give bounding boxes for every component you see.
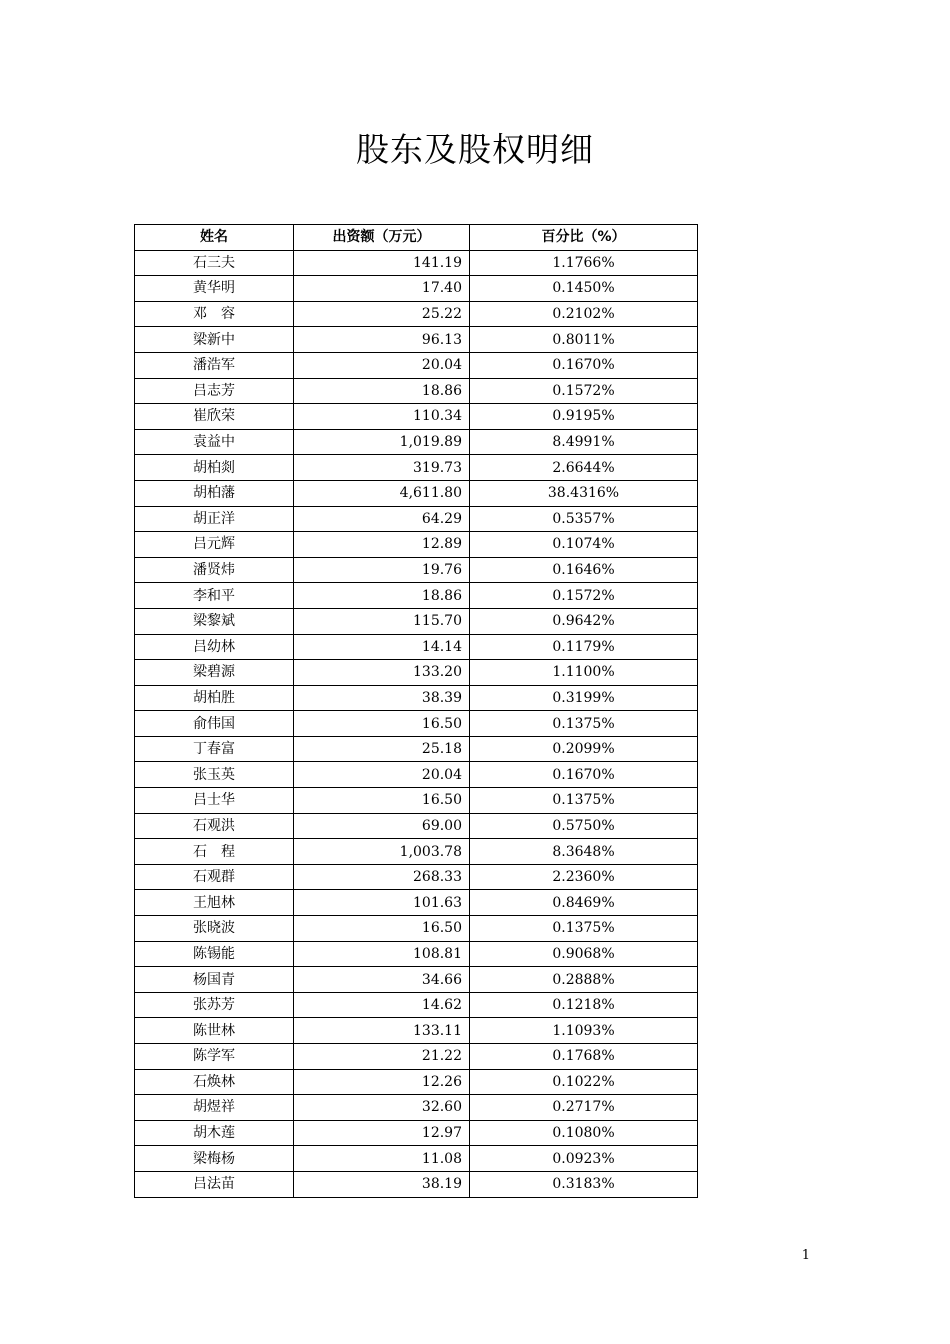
share-percent: 0.1572%: [470, 583, 698, 609]
share-percent: 0.3183%: [470, 1171, 698, 1197]
table-row: [135, 813, 698, 839]
shareholder-name: 俞伟国: [135, 711, 294, 737]
shareholder-name: 黄华明: [135, 276, 294, 302]
capital-amount: 1,003.78: [294, 839, 470, 865]
table-row: [135, 1044, 698, 1070]
capital-amount: 38.19: [294, 1171, 470, 1197]
capital-amount: 17.40: [294, 276, 470, 302]
table-row: [135, 864, 698, 890]
share-percent: 0.8469%: [470, 890, 698, 916]
table-row: [135, 276, 698, 302]
table-row: [135, 762, 698, 788]
share-percent: 0.9195%: [470, 404, 698, 430]
table-row: [135, 532, 698, 558]
capital-amount: 38.39: [294, 685, 470, 711]
table-row: [135, 506, 698, 532]
capital-amount: 4,611.80: [294, 480, 470, 506]
capital-amount: 25.22: [294, 301, 470, 327]
shareholder-name: 胡煜祥: [135, 1095, 294, 1121]
capital-amount: 133.11: [294, 1018, 470, 1044]
capital-amount: 115.70: [294, 608, 470, 634]
table-row: [135, 480, 698, 506]
share-percent: 0.8011%: [470, 327, 698, 353]
capital-amount: 319.73: [294, 455, 470, 481]
table-row: [135, 967, 698, 993]
table-row: [135, 1018, 698, 1044]
capital-amount: 12.97: [294, 1120, 470, 1146]
share-percent: 0.1768%: [470, 1044, 698, 1070]
table-row: [135, 327, 698, 353]
shareholder-name: 梁新中: [135, 327, 294, 353]
table-row: [135, 557, 698, 583]
table-row: [135, 916, 698, 942]
share-percent: 0.1080%: [470, 1120, 698, 1146]
header-name: 姓名: [135, 225, 294, 251]
capital-amount: 16.50: [294, 916, 470, 942]
share-percent: 0.1179%: [470, 634, 698, 660]
shareholder-name: 崔欣荣: [135, 404, 294, 430]
share-percent: 0.2102%: [470, 301, 698, 327]
shareholder-name: 王旭林: [135, 890, 294, 916]
shareholder-name: 胡柏剡: [135, 455, 294, 481]
table-row: [135, 1120, 698, 1146]
share-percent: 2.2360%: [470, 864, 698, 890]
shareholder-name: 吕法苗: [135, 1171, 294, 1197]
share-percent: 0.5357%: [470, 506, 698, 532]
table-row: [135, 1095, 698, 1121]
shareholder-name: 胡木莲: [135, 1120, 294, 1146]
capital-amount: 12.89: [294, 532, 470, 558]
capital-amount: 21.22: [294, 1044, 470, 1070]
table-row: [135, 404, 698, 430]
share-percent: 0.1375%: [470, 788, 698, 814]
shareholder-name: 李和平: [135, 583, 294, 609]
capital-amount: 108.81: [294, 941, 470, 967]
share-percent: 38.4316%: [470, 480, 698, 506]
share-percent: 0.2888%: [470, 967, 698, 993]
shareholder-name: 陈锡能: [135, 941, 294, 967]
capital-amount: 16.50: [294, 788, 470, 814]
capital-amount: 96.13: [294, 327, 470, 353]
shareholder-name: 石三夫: [135, 250, 294, 276]
share-percent: 2.6644%: [470, 455, 698, 481]
table-row: [135, 685, 698, 711]
shareholder-name: 胡柏藩: [135, 480, 294, 506]
table-row: [135, 429, 698, 455]
table-row: [135, 352, 698, 378]
share-percent: 1.1100%: [470, 660, 698, 686]
shareholder-name: 陈学军: [135, 1044, 294, 1070]
header-percent: 百分比（%）: [470, 225, 698, 251]
table-row: [135, 1146, 698, 1172]
shareholder-table: [134, 224, 698, 1198]
share-percent: 0.0923%: [470, 1146, 698, 1172]
capital-amount: 141.19: [294, 250, 470, 276]
table-row: [135, 941, 698, 967]
capital-amount: 20.04: [294, 762, 470, 788]
capital-amount: 133.20: [294, 660, 470, 686]
table-header-row: [135, 225, 698, 251]
share-percent: 1.1766%: [470, 250, 698, 276]
share-percent: 0.1218%: [470, 992, 698, 1018]
capital-amount: 11.08: [294, 1146, 470, 1172]
share-percent: 8.4991%: [470, 429, 698, 455]
shareholder-name: 陈世林: [135, 1018, 294, 1044]
share-percent: 0.1450%: [470, 276, 698, 302]
table-row: [135, 992, 698, 1018]
share-percent: 0.1022%: [470, 1069, 698, 1095]
capital-amount: 14.14: [294, 634, 470, 660]
shareholder-name: 邓 容: [135, 301, 294, 327]
shareholder-name: 石观群: [135, 864, 294, 890]
capital-amount: 16.50: [294, 711, 470, 737]
table-row: [135, 839, 698, 865]
shareholder-name: 梁梅杨: [135, 1146, 294, 1172]
capital-amount: 18.86: [294, 378, 470, 404]
shareholder-name: 丁春富: [135, 736, 294, 762]
share-percent: 0.1074%: [470, 532, 698, 558]
shareholder-name: 石 程: [135, 839, 294, 865]
share-percent: 0.5750%: [470, 813, 698, 839]
capital-amount: 110.34: [294, 404, 470, 430]
capital-amount: 12.26: [294, 1069, 470, 1095]
shareholder-name: 梁黎斌: [135, 608, 294, 634]
shareholder-name: 梁碧源: [135, 660, 294, 686]
share-percent: 0.1375%: [470, 916, 698, 942]
shareholder-name: 吕元辉: [135, 532, 294, 558]
table-row: [135, 250, 698, 276]
capital-amount: 64.29: [294, 506, 470, 532]
capital-amount: 32.60: [294, 1095, 470, 1121]
table-row: [135, 660, 698, 686]
share-percent: 0.1572%: [470, 378, 698, 404]
share-percent: 0.1670%: [470, 762, 698, 788]
table-row: [135, 583, 698, 609]
share-percent: 0.2099%: [470, 736, 698, 762]
table-row: [135, 301, 698, 327]
capital-amount: 101.63: [294, 890, 470, 916]
shareholder-name: 吕幼林: [135, 634, 294, 660]
capital-amount: 14.62: [294, 992, 470, 1018]
table-row: [135, 788, 698, 814]
shareholder-name: 杨国青: [135, 967, 294, 993]
share-percent: 0.2717%: [470, 1095, 698, 1121]
shareholder-name: 张苏芳: [135, 992, 294, 1018]
shareholder-name: 吕志芳: [135, 378, 294, 404]
share-percent: 0.1646%: [470, 557, 698, 583]
share-percent: 0.9068%: [470, 941, 698, 967]
shareholder-name: 胡柏胜: [135, 685, 294, 711]
share-percent: 0.1375%: [470, 711, 698, 737]
header-amount: 出资额（万元）: [294, 225, 470, 251]
shareholder-name: 吕士华: [135, 788, 294, 814]
table-row: [135, 890, 698, 916]
share-percent: 0.1670%: [470, 352, 698, 378]
shareholder-name: 石焕林: [135, 1069, 294, 1095]
share-percent: 1.1093%: [470, 1018, 698, 1044]
shareholder-name: 张玉英: [135, 762, 294, 788]
shareholder-name: 潘贤炜: [135, 557, 294, 583]
share-percent: 0.3199%: [470, 685, 698, 711]
capital-amount: 1,019.89: [294, 429, 470, 455]
capital-amount: 19.76: [294, 557, 470, 583]
table-row: [135, 608, 698, 634]
table-row: [135, 711, 698, 737]
table-row: [135, 736, 698, 762]
share-percent: 0.9642%: [470, 608, 698, 634]
capital-amount: 18.86: [294, 583, 470, 609]
share-percent: 8.3648%: [470, 839, 698, 865]
shareholder-name: 袁益中: [135, 429, 294, 455]
table-row: [135, 455, 698, 481]
page-title: 股东及股权明细: [356, 130, 594, 169]
table-row: [135, 1069, 698, 1095]
table-body: [135, 250, 698, 1197]
capital-amount: 268.33: [294, 864, 470, 890]
table-row: [135, 634, 698, 660]
shareholder-name: 潘浩军: [135, 352, 294, 378]
capital-amount: 69.00: [294, 813, 470, 839]
shareholder-name: 石观洪: [135, 813, 294, 839]
table-row: [135, 1171, 698, 1197]
capital-amount: 34.66: [294, 967, 470, 993]
table-row: [135, 378, 698, 404]
capital-amount: 25.18: [294, 736, 470, 762]
shareholder-name: 胡正洋: [135, 506, 294, 532]
page-number: 1: [801, 1248, 810, 1263]
capital-amount: 20.04: [294, 352, 470, 378]
shareholder-name: 张晓波: [135, 916, 294, 942]
